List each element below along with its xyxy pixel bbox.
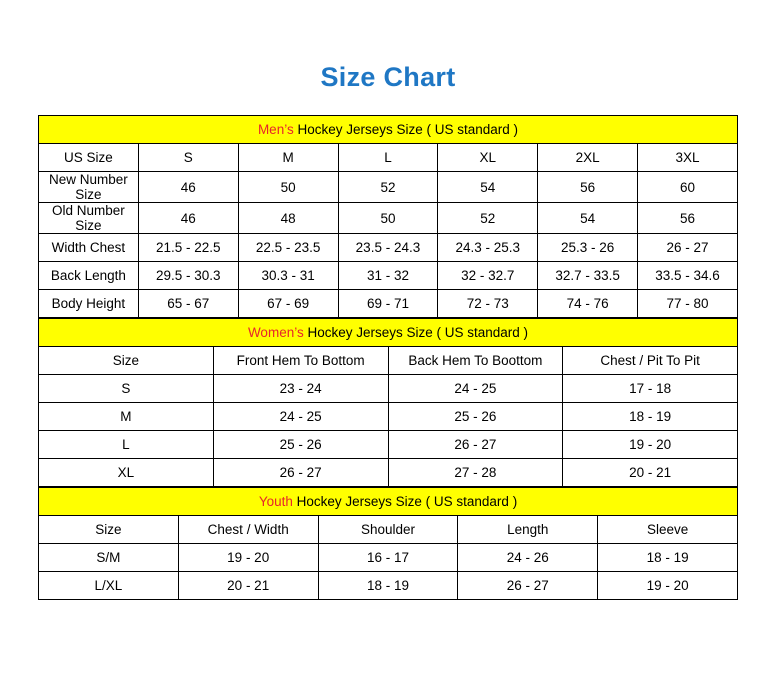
table-cell: 72 - 73 (438, 290, 538, 318)
youth-header-cell: Size (39, 516, 179, 544)
table-row (39, 459, 738, 487)
table-cell: 54 (538, 203, 638, 234)
table-cell: 46 (138, 203, 238, 234)
table-row (39, 572, 738, 600)
table-cell: 32.7 - 33.5 (538, 262, 638, 290)
table-cell: 27 - 28 (388, 459, 563, 487)
row-label: Body Height (39, 290, 139, 318)
table-cell: 31 - 32 (338, 262, 438, 290)
table-cell: 67 - 69 (238, 290, 338, 318)
mens-band-accent: Men’s (257, 122, 294, 137)
table-cell: 19 - 20 (563, 431, 738, 459)
table-cell: 26 - 27 (213, 459, 388, 487)
mens-band-title (39, 116, 738, 144)
womens-band-rest: Hockey Jerseys Size ( US standard ) (303, 325, 529, 340)
youth-band-rest: Hockey Jerseys Size ( US standard ) (292, 494, 518, 509)
table-cell: 50 (238, 172, 338, 203)
table-cell: 69 - 71 (338, 290, 438, 318)
youth-band-title (39, 488, 738, 516)
table-cell: 46 (138, 172, 238, 203)
table-cell: 18 - 19 (563, 403, 738, 431)
womens-header-cell: Front Hem To Bottom (213, 347, 388, 375)
row-label: Width Chest (39, 234, 139, 262)
table-cell: 19 - 20 (598, 572, 738, 600)
table-cell: 23 - 24 (213, 375, 388, 403)
table-cell: 52 (438, 203, 538, 234)
womens-band-title (39, 319, 738, 347)
womens-header-row (39, 347, 738, 375)
row-label: S (39, 375, 214, 403)
womens-band-row (39, 319, 738, 347)
youth-band-row (39, 488, 738, 516)
table-row (39, 172, 738, 203)
womens-header-cell: Size (39, 347, 214, 375)
mens-header-cell: 2XL (538, 144, 638, 172)
table-cell: 24 - 25 (388, 375, 563, 403)
mens-header-cell: 3XL (638, 144, 738, 172)
womens-size-table (38, 318, 738, 487)
page-title: Size Chart (320, 62, 456, 92)
womens-header-cell: Chest / Pit To Pit (563, 347, 738, 375)
table-row (39, 403, 738, 431)
table-cell: 29.5 - 30.3 (138, 262, 238, 290)
table-cell: 19 - 20 (178, 544, 318, 572)
mens-band-rest: Hockey Jerseys Size ( US standard ) (293, 122, 519, 137)
row-label: L/XL (39, 572, 179, 600)
table-cell: 50 (338, 203, 438, 234)
youth-header-row (39, 516, 738, 544)
youth-band-accent: Youth (258, 494, 293, 509)
mens-header-cell: S (138, 144, 238, 172)
table-row (39, 544, 738, 572)
table-cell: 25 - 26 (213, 431, 388, 459)
table-cell: 24 - 26 (458, 544, 598, 572)
mens-band-row (39, 116, 738, 144)
table-row (39, 234, 738, 262)
mens-header-cell: L (338, 144, 438, 172)
table-cell: 26 - 27 (458, 572, 598, 600)
table-cell: 24 - 25 (213, 403, 388, 431)
table-cell: 65 - 67 (138, 290, 238, 318)
womens-header-cell: Back Hem To Boottom (388, 347, 563, 375)
youth-header-cell: Length (458, 516, 598, 544)
table-cell: 25.3 - 26 (538, 234, 638, 262)
table-cell: 56 (638, 203, 738, 234)
table-cell: 18 - 19 (598, 544, 738, 572)
table-cell: 77 - 80 (638, 290, 738, 318)
row-label: M (39, 403, 214, 431)
table-row (39, 262, 738, 290)
mens-header-cell: XL (438, 144, 538, 172)
row-label: New Number Size (39, 172, 139, 203)
table-cell: 33.5 - 34.6 (638, 262, 738, 290)
row-label: L (39, 431, 214, 459)
table-cell: 32 - 32.7 (438, 262, 538, 290)
table-cell: 54 (438, 172, 538, 203)
mens-header-cell: M (238, 144, 338, 172)
mens-header-cell: US Size (39, 144, 139, 172)
table-cell: 60 (638, 172, 738, 203)
table-cell: 26 - 27 (638, 234, 738, 262)
table-cell: 21.5 - 22.5 (138, 234, 238, 262)
table-cell: 30.3 - 31 (238, 262, 338, 290)
table-cell: 23.5 - 24.3 (338, 234, 438, 262)
row-label: Old Number Size (39, 203, 139, 234)
youth-header-cell: Shoulder (318, 516, 458, 544)
table-cell: 22.5 - 23.5 (238, 234, 338, 262)
mens-size-table (38, 115, 738, 318)
table-cell: 17 - 18 (563, 375, 738, 403)
row-label: S/M (39, 544, 179, 572)
table-cell: 25 - 26 (388, 403, 563, 431)
youth-header-cell: Chest / Width (178, 516, 318, 544)
table-row (39, 375, 738, 403)
table-cell: 16 - 17 (318, 544, 458, 572)
youth-size-table (38, 487, 738, 600)
table-row (39, 431, 738, 459)
womens-band-accent: Women’s (247, 325, 304, 340)
row-label: Back Length (39, 262, 139, 290)
table-cell: 56 (538, 172, 638, 203)
table-cell: 74 - 76 (538, 290, 638, 318)
table-cell: 20 - 21 (178, 572, 318, 600)
table-cell: 24.3 - 25.3 (438, 234, 538, 262)
row-label: XL (39, 459, 214, 487)
table-cell: 26 - 27 (388, 431, 563, 459)
mens-header-row (39, 144, 738, 172)
table-row (39, 290, 738, 318)
youth-header-cell: Sleeve (598, 516, 738, 544)
table-cell: 20 - 21 (563, 459, 738, 487)
table-cell: 48 (238, 203, 338, 234)
table-cell: 52 (338, 172, 438, 203)
table-row (39, 203, 738, 234)
table-cell: 18 - 19 (318, 572, 458, 600)
